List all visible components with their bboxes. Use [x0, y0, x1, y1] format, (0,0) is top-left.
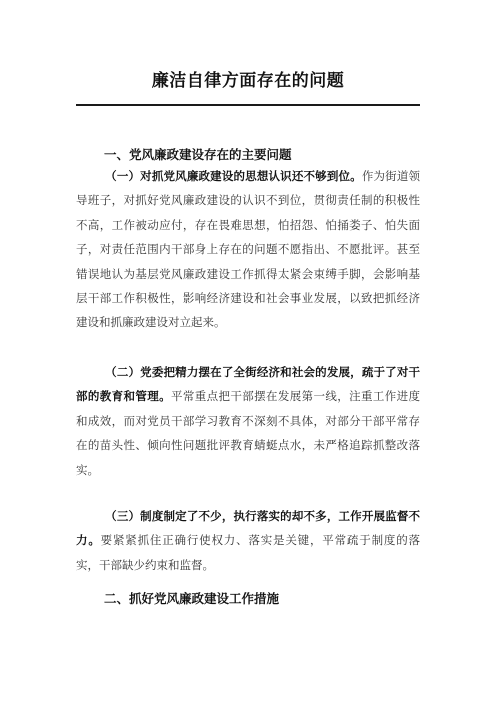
- section-heading-1: 一、党风廉政建设存在的主要问题: [104, 147, 292, 162]
- paragraph-1: [76, 164, 420, 335]
- document-title: 廉洁自律方面存在的问题: [151, 71, 345, 91]
- title-underline: [76, 104, 420, 106]
- paragraph-3: [76, 504, 420, 577]
- section-heading-2: 二、抓好党风廉政建设工作措施: [104, 591, 280, 606]
- paragraph-3-lead: （三）制度制定了不少，执行落实的却不多，工作开展监督不力。: [76, 509, 420, 548]
- paragraph-2-lead: （二）党委把精力摆在了全街经济和社会的发展，疏于了对干部的教育和管理。: [76, 365, 420, 404]
- paragraph-3-body: 要紧紧抓住正确行使权力、落实是关键，平常疏于制度的落实，干部缺少约束和监督。: [76, 533, 421, 572]
- paragraph-1-body: 作为街道领导班子，对抓好党风廉政建设的认识不到位，贯彻责任制的积极性不高，工作被动应付，存在畏难思想，怕招怨、怕捅娄子、怕失面子，对责任范围内干部身上存在的问题不愿指出、不愿批评。甚至错误地认为基层党风廉政建设工作抓得太紧会束缚手脚，会影响基层干部工作积极性，影响经济建设和社会事业发展，以致把抓经济建设和抓廉政建设对立起来。: [76, 169, 421, 330]
- paragraph-2-body: 平常重点把干部摆在发展第一线，注重工作进度和成效，而对党员干部学习教育不深刻不具体，对部分干部平常存在的苗头性、倾向性问题批评教育蜻蜓点水，未严格追踪抓整改落实。: [76, 389, 420, 477]
- paragraph-2: [76, 360, 420, 482]
- paragraph-1-lead: （一）对抓党风廉政建设的思想认识还不够到位。: [105, 169, 362, 183]
